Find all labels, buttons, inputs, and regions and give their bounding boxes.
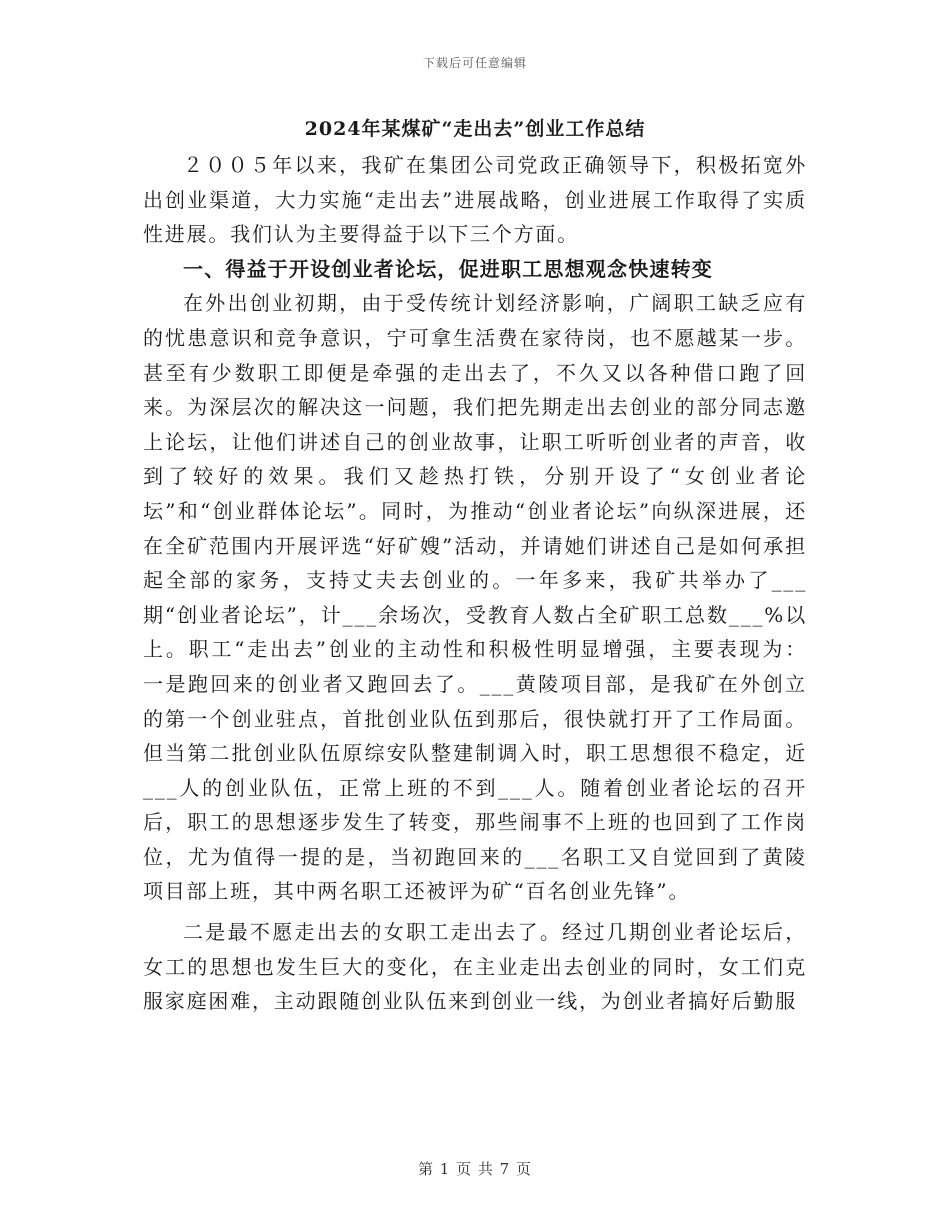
document-body	[143, 148, 807, 1019]
page-footer-indicator: 第 1 页 共 7 页	[418, 1160, 532, 1178]
intro-paragraph: ２００５年以来，我矿在集团公司党政正确领导下，积极拓宽外出创业渠道，大力实施“走出去”进展战略，创业进展工作取得了实质性进展。我们认为主要得益于以下三个方面。	[143, 153, 807, 247]
document-title: 2024年某煤矿“走出去”创业工作总结	[304, 118, 646, 140]
page-header-note: 下载后可任意编辑	[422, 56, 527, 70]
body-paragraph-2: 二是最不愿走出去的女职工走出去了。经过几期创业者论坛后，女工的思想也发生巨大的变化，在主业走出去创业的同时，女工们克服家庭困难，主动跟随创业队伍来到创业一线，为创业者搞好后勤服	[143, 920, 807, 1014]
section-heading-1: 一、得益于开设创业者论坛，促进职工思想观念快速转变	[183, 256, 713, 281]
body-paragraph-1: 在外出创业初期，由于受传统计划经济影响，广阔职工缺乏应有的忧患意识和竞争意识，宁可拿生活费在家待岗，也不愿越某一步。甚至有少数职工即便是牵强的走出去了，不久又以各种借口跑了回来。为深层次的解决这一问题，我们把先期走出去创业的部分同志邀上论坛，让他们讲述自己的创业故事，让职工听听创业者的声音，收到了较好的效果。我们又趁热打铁，分别开设了“女创业者论坛”和“创业群体论坛”。同时，为推动“创业者论坛”向纵深进展，还在全矿范围内开展评选“好矿嫂”活动，并请她们讲述自己是如何承担起全部的家务，支持丈夫去创业的。一年多来，我矿共举办了___期“创业者论坛”，计___余场次，受教育人数占全矿职工总数___%以上。职工“走出去”创业的主动性和积极性明显增强，主要表现为： 一是跑回来的创业者又跑回去了。___黄陵项目部，是我矿在外创立的第一个创业驻点，首批创业队伍到那后，很快就打开了工作局面。但当第二批创业队伍原综安队整建制调入时，职工思想很不稳定，近___人的创业队伍，正常上班的不到___人。随着创业者论坛的召开后，职工的思想逐步发生了转变，那些闹事不上班的也回到了工作岗位，尤为值得一提的是，当初跑回来的___名职工又自觉回到了黄陵项目部上班，其中两名职工还被评为矿“百名创业先锋”。	[143, 291, 807, 904]
